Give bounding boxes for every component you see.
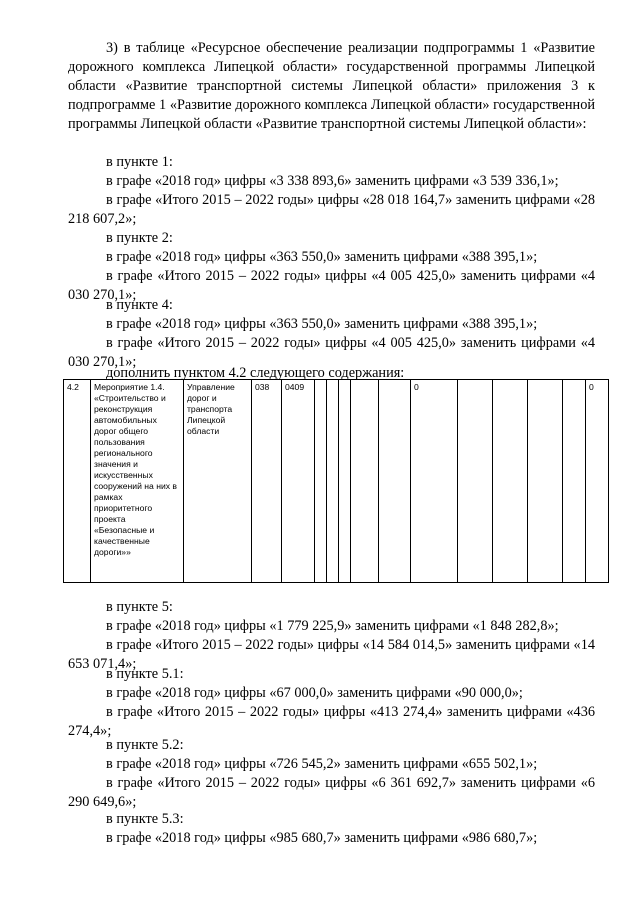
cell-empty (351, 380, 379, 583)
item-5-2-heading: в пункте 5.2: (106, 737, 184, 753)
inserted-table (63, 379, 609, 583)
item-1-total: в графе «Итого 2015 – 2022 годы» цифры «28 018 164,7» заменить цифрами «28 218 607,2»; (68, 192, 595, 227)
item-4-heading: в пункте 4: (106, 297, 173, 313)
cell-empty (339, 380, 351, 583)
item-5-1-total: в графе «Итого 2015 – 2022 годы» цифры «413 274,4» заменить цифрами «436 274,4»; (68, 704, 595, 739)
cell-executor: Управление дорог и транспорта Липецкой области (184, 380, 252, 583)
item-4-total: в графе «Итого 2015 – 2022 годы» цифры «4 005 425,0» заменить цифрами «4 030 270,1»; (68, 335, 595, 370)
item-5-2018: в графе «2018 год» цифры «1 779 225,9» заменить цифрами «1 848 282,8»; (106, 618, 559, 634)
cell-empty (315, 380, 327, 583)
item-5-2-2018: в графе «2018 год» цифры «726 545,2» заменить цифрами «655 502,1»; (106, 756, 538, 772)
table-row (64, 380, 609, 583)
cell-empty (528, 380, 563, 583)
cell-empty (493, 380, 528, 583)
cell-code-1: 038 (252, 380, 282, 583)
item-5-total: в графе «Итого 2015 – 2022 годы» цифры «14 584 014,5» заменить цифрами «14 653 071,4»; (68, 637, 595, 672)
item-4-2018: в графе «2018 год» цифры «363 550,0» заменить цифрами «388 395,1»; (106, 316, 538, 332)
item-1-2018: в графе «2018 год» цифры «3 338 893,6» заменить цифрами «3 539 336,1»; (106, 173, 559, 189)
intro-paragraph: 3) в таблице «Ресурсное обеспечение реализации подпрограммы 1 «Развитие дорожного комплекса Липецкой области» государственной программы Липецкой области «Развитие транспортной системы Липецкой области» приложения 3 к подпрограмме 1 «Развитие дорожного комплекса Липецкой области» государственной программы Липецкой области «Развитие транспортной системы Липецкой области»: (68, 40, 595, 132)
cell-value-b: 0 (586, 380, 609, 583)
cell-code-2: 0409 (282, 380, 315, 583)
item-5-1-2018: в графе «2018 год» цифры «67 000,0» заменить цифрами «90 000,0»; (106, 685, 523, 701)
cell-empty (563, 380, 586, 583)
cell-num: 4.2 (64, 380, 91, 583)
item-2-heading: в пункте 2: (106, 230, 173, 246)
item-5-3-2018: в графе «2018 год» цифры «985 680,7» заменить цифрами «986 680,7»; (106, 830, 538, 846)
item-5-heading: в пункте 5: (106, 599, 173, 615)
cell-name: Мероприятие 1.4. «Строительство и реконструкция автомобильных дорог общего пользования регионального значения и искусственных сооружений на них в рамках приоритетного проекта «Безопасные и качественные дороги»» (91, 380, 184, 583)
item-2-total: в графе «Итого 2015 – 2022 годы» цифры «4 005 425,0» заменить цифрами «4 030 270,1»; (68, 268, 595, 303)
supplement-line: дополнить пунктом 4.2 следующего содержания: (106, 365, 405, 381)
item-5-2-total: в графе «Итого 2015 – 2022 годы» цифры «6 361 692,7» заменить цифрами «6 290 649,6»; (68, 775, 595, 810)
item-5-1-heading: в пункте 5.1: (106, 666, 184, 682)
cell-empty (379, 380, 411, 583)
item-2-2018: в графе «2018 год» цифры «363 550,0» заменить цифрами «388 395,1»; (106, 249, 538, 265)
item-1-heading: в пункте 1: (106, 154, 173, 170)
cell-empty (327, 380, 339, 583)
item-5-3-heading: в пункте 5.3: (106, 811, 184, 827)
cell-empty (458, 380, 493, 583)
cell-value-a: 0 (411, 380, 458, 583)
